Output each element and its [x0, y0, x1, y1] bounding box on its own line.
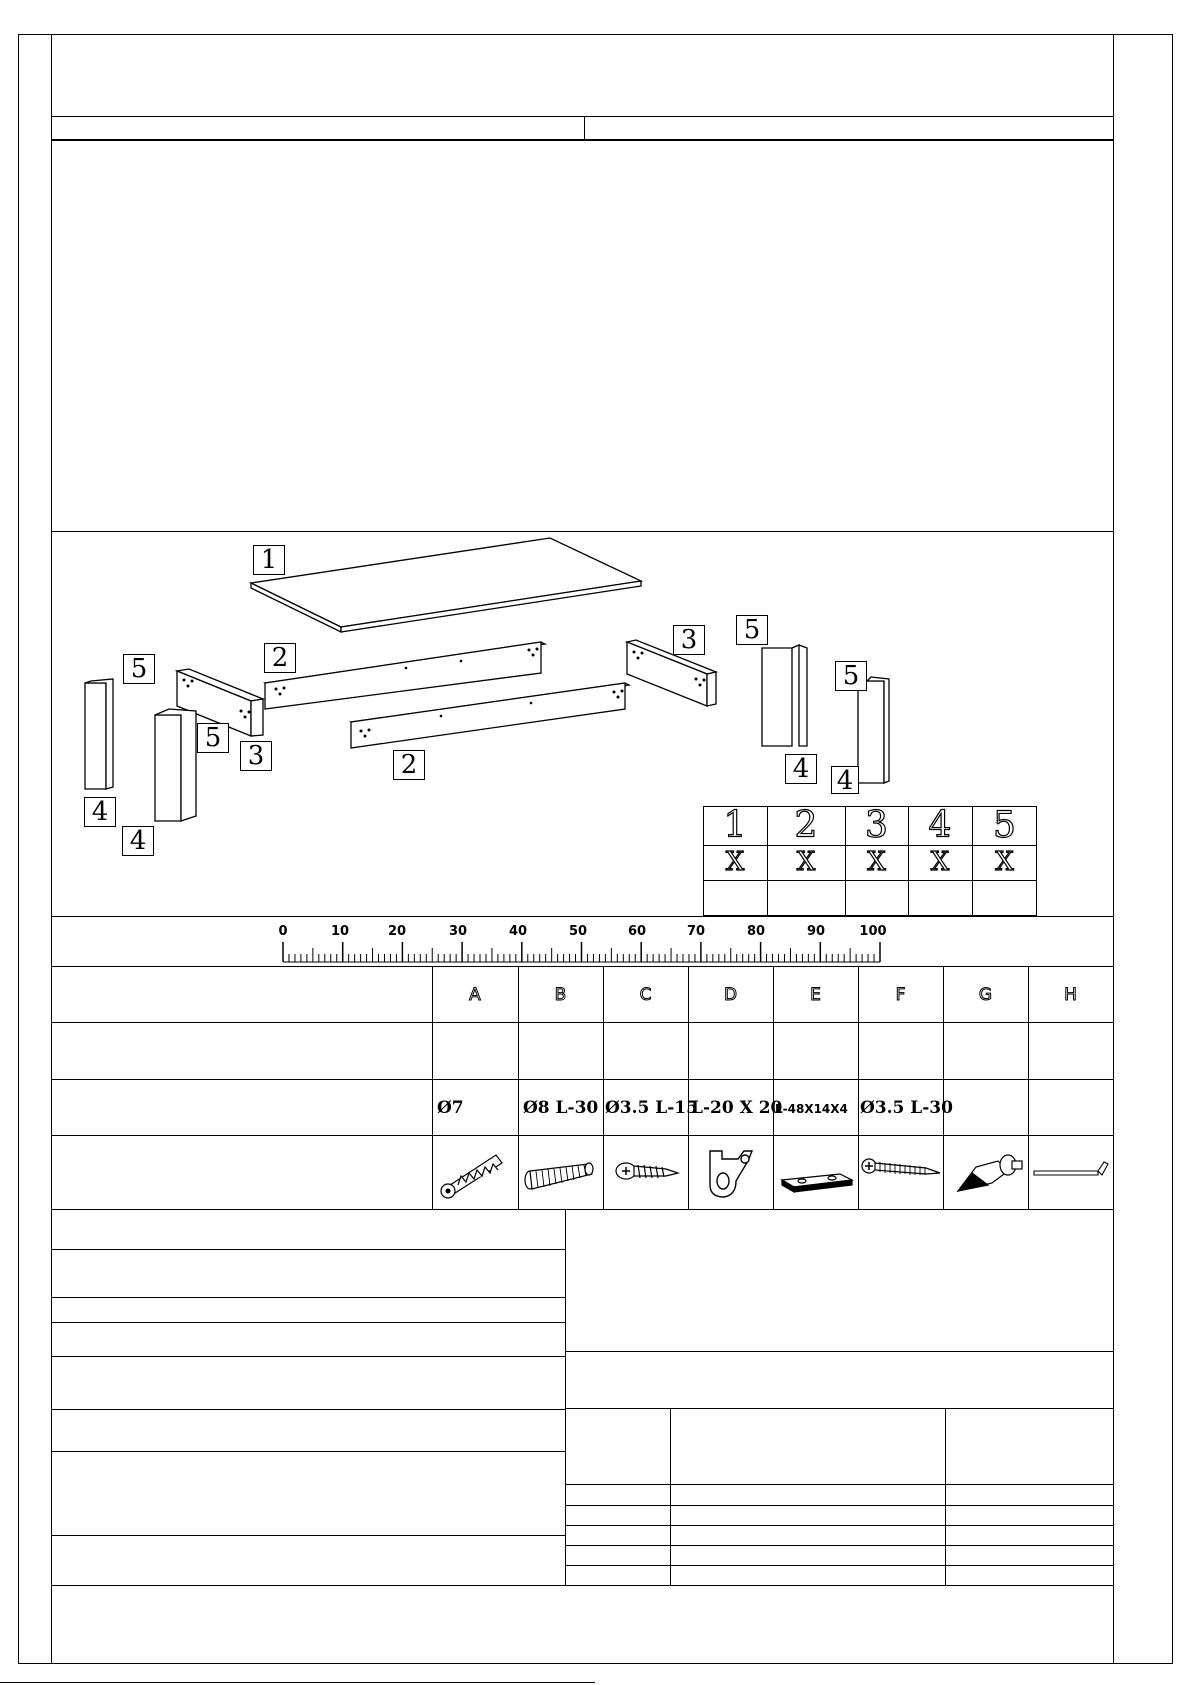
- part-4-leg-4: [858, 681, 884, 783]
- allen-key-icon: [1032, 1158, 1112, 1180]
- ruler-scale: [270, 938, 890, 964]
- cam-bolt-icon: [436, 1143, 514, 1203]
- part-label: 3: [240, 741, 272, 771]
- short-screw-icon: [614, 1154, 682, 1188]
- parts-table-number: 2: [794, 805, 818, 846]
- hardware-letter: C: [639, 985, 652, 1005]
- cam-lock-tool-icon: [948, 1147, 1024, 1197]
- hardware-size: Ø7: [437, 1098, 464, 1118]
- part-label: 5: [197, 723, 229, 753]
- ruler-number: 50: [568, 924, 588, 939]
- parts-table-number: 5: [993, 805, 1016, 846]
- part-label: 4: [831, 766, 859, 794]
- parts-table-multiplier: X: [995, 847, 1014, 877]
- parts-table-number: 4: [928, 805, 952, 846]
- right-margin-line: [1113, 34, 1114, 1664]
- hardware-size: Ø8 L-30: [523, 1098, 599, 1118]
- header-divider: [51, 116, 1113, 117]
- header-split: [584, 116, 585, 139]
- hardware-size: Ø3.5 L-30: [860, 1098, 953, 1118]
- hardware-letter: A: [469, 985, 481, 1005]
- ruler-number: 20: [387, 924, 407, 939]
- part-label: 4: [84, 797, 116, 827]
- part-label: 5: [736, 615, 768, 645]
- hardware-size: L-48X14X4: [775, 1102, 848, 1116]
- header-divider-2: [51, 139, 1113, 141]
- parts-table-multiplier: X: [725, 847, 745, 877]
- ruler-number: 70: [686, 924, 706, 939]
- hardware-size: Ø3.5 L-15: [605, 1098, 698, 1118]
- hardware-letter: D: [723, 985, 738, 1005]
- hardware-letter: B: [554, 985, 567, 1005]
- plastic-plate-icon: [778, 1170, 856, 1194]
- section-divider: [51, 966, 1113, 967]
- ruler-number: 80: [746, 924, 766, 939]
- hardware-size: L-20 X 20: [691, 1098, 783, 1118]
- hardware-letter: G: [978, 985, 993, 1005]
- hardware-letter: E: [810, 985, 821, 1005]
- part-label: 5: [123, 654, 155, 684]
- part-label: 2: [393, 750, 425, 780]
- hardware-letter: F: [895, 985, 906, 1005]
- part-label: 2: [264, 643, 296, 673]
- parts-table-multiplier: X: [867, 847, 886, 877]
- part-label: 1: [253, 545, 285, 575]
- ruler-number: 0: [278, 924, 288, 939]
- ruler-number: 40: [508, 924, 528, 939]
- section-divider: [51, 916, 1113, 917]
- hardware-letter: H: [1064, 985, 1077, 1005]
- ruler-number: 100: [859, 924, 887, 939]
- parts-table-number: 1: [723, 805, 747, 846]
- parts-table-multiplier: X: [796, 847, 816, 877]
- part-4-leg-3: [762, 648, 792, 746]
- table-bottom: [51, 1585, 1113, 1586]
- parts-table-number: 3: [865, 805, 888, 846]
- parts-table-multiplier: X: [930, 847, 950, 877]
- corner-bracket-icon: [702, 1145, 758, 1201]
- part-label: 4: [122, 826, 154, 856]
- part-label: 4: [785, 754, 817, 784]
- part-label: 5: [835, 661, 867, 691]
- part-4-leg-2: [155, 715, 181, 821]
- part-4-leg-1: [85, 683, 106, 789]
- ruler-number: 30: [448, 924, 468, 939]
- ruler-number: 60: [627, 924, 647, 939]
- ruler-number: 90: [806, 924, 826, 939]
- part-label: 3: [673, 625, 705, 655]
- wooden-dowel-icon: [522, 1160, 600, 1194]
- long-screw-icon: [860, 1154, 942, 1184]
- footer-line: [0, 1682, 595, 1683]
- ruler-number: 10: [330, 924, 350, 939]
